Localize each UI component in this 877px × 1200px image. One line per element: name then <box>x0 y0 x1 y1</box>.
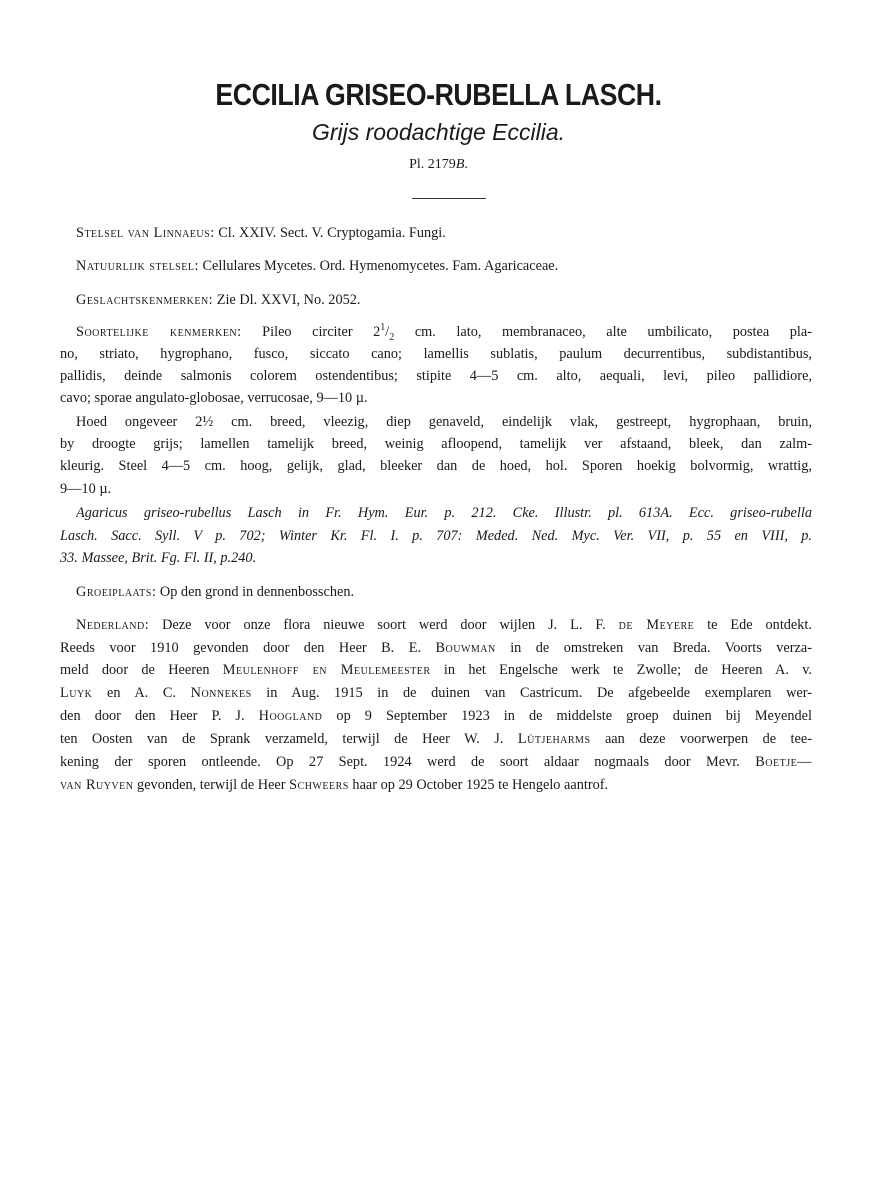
page-title: ECCILIA GRISEO-RUBELLA LASCH. <box>215 77 662 112</box>
hoed-line-2: by droogte grijs; lamellen tamelijk breed, weinig afloopend, tamelijk ver afstaand, bleek, dan zalm- <box>60 436 812 452</box>
hoed-line-3: kleurig. Steel 4—5 cm. hoog, gelijk, glad, bleeker dan de hoed, hol. Sporen hoekig bolvormig, wrattig, <box>60 458 812 474</box>
stelsel-line <box>76 223 812 244</box>
plate-prefix: Pl. 2179 <box>409 157 456 172</box>
document-body <box>60 0 812 1200</box>
nederland-line-7: kening der sporen ontleende. Op 27 Sept. 1924 werd de soort aldaar nogmaals door Mevr. Boetje— <box>60 754 812 770</box>
groeiplaats-text: Op den grond in dennenbosschen. <box>156 584 355 600</box>
synonym-line-3: 33. Massee, Brit. Fg. Fl. II, p.240. <box>60 550 257 566</box>
nederland-line-1: Nederland: Deze voor onze flora nieuwe soort werd door wijlen J. L. F. de Meyere te Ede ontdekt. <box>76 617 812 633</box>
soort-line-4: cavo; sporae angulato-globosae, verrucosae, 9—10 µ. <box>60 390 368 406</box>
geslacht-label: Geslachtskenmerken: <box>76 292 214 308</box>
stelsel-text: Cl. XXIV. Sect. V. Cryptogamia. Fungi. <box>214 225 446 241</box>
geslacht-text: Zie Dl. XXVI, No. 2052. <box>213 292 361 308</box>
synonym-line-1: Agaricus griseo-rubellus Lasch in Fr. Hym. Eur. p. 212. Cke. Illustr. pl. 613A. Ecc. griseo-rubella <box>76 505 812 521</box>
groeiplaats-line <box>76 582 812 603</box>
groeiplaats-label: Groeiplaats: <box>76 584 157 600</box>
geslacht-line <box>76 290 812 311</box>
natuurlijk-line <box>76 256 812 277</box>
plate-suffix: B <box>455 157 465 172</box>
hoed-line-1: Hoed ongeveer 2½ cm. breed, vleezig, diep genaveld, eindelijk vlak, gestreept, hygrophaan, bruin, <box>76 414 812 430</box>
nederland-label: Nederland: <box>76 617 150 633</box>
synonym-line-2: Lasch. Sacc. Syll. V p. 702; Winter Kr. Fl. I. p. 707: Meded. Ned. Myc. Ver. VII, p. 55 en VIII, p. <box>60 528 812 544</box>
nederland-line-4: Luyk en A. C. Nonnekes in Aug. 1915 in de duinen van Castricum. De afgebeelde exemplaren wer- <box>60 685 812 701</box>
page-subtitle: Grijs roodachtige Eccilia. <box>311 119 566 145</box>
plate-end: . <box>464 157 468 172</box>
stelsel-label: Stelsel van Linnaeus: <box>76 225 215 241</box>
nederland-line-5: den door den Heer P. J. Hoogland op 9 September 1923 in de middelste groep duinen bij Meyendel <box>60 708 812 724</box>
natuurlijk-text: Cellulares Mycetes. Ord. Hymenomycetes. Fam. Agaricaceae. <box>198 258 559 274</box>
soort-line-3: pallidis, deinde salmonis colorem ostendentibus; stipite 4—5 cm. alto, aequali, levi, pileo pallidiore, <box>60 368 812 384</box>
nederland-line-8: van Ruyven gevonden, terwijl de Heer Schweers haar op 29 October 1925 te Hengelo aantrof. <box>60 777 609 793</box>
nederland-line-3: meld door de Heeren Meulenhoff en Meulemeester in het Engelsche werk te Zwolle; de Heeren A. v. <box>60 662 812 678</box>
soort-line-1: Soortelijke kenmerken: Pileo circiter $2^1/_2$ cm. lato, membranaceo, alte umbilicato, postea pla- <box>76 322 812 343</box>
nederland-line-6: ten Oosten van de Sprank verzameld, terwijl de Heer W. J. Lütjeharms aan deze voorwerpen de tee- <box>60 731 812 747</box>
natuurlijk-label: Natuurlijk stelsel: <box>76 258 199 274</box>
nederland-line-2: Reeds voor 1910 gevonden door den Heer B. E. Bouwman in de omstreken van Breda. Voorts verza- <box>60 640 812 656</box>
soort-label: Soortelijke kenmerken: <box>76 324 242 340</box>
hoed-line-4: 9—10 µ. <box>60 481 112 497</box>
soort-line-2: no, striato, hygrophano, fusco, siccato cano; lamellis sublatis, paulum decurrentibus, subdistantibus, <box>60 346 812 362</box>
